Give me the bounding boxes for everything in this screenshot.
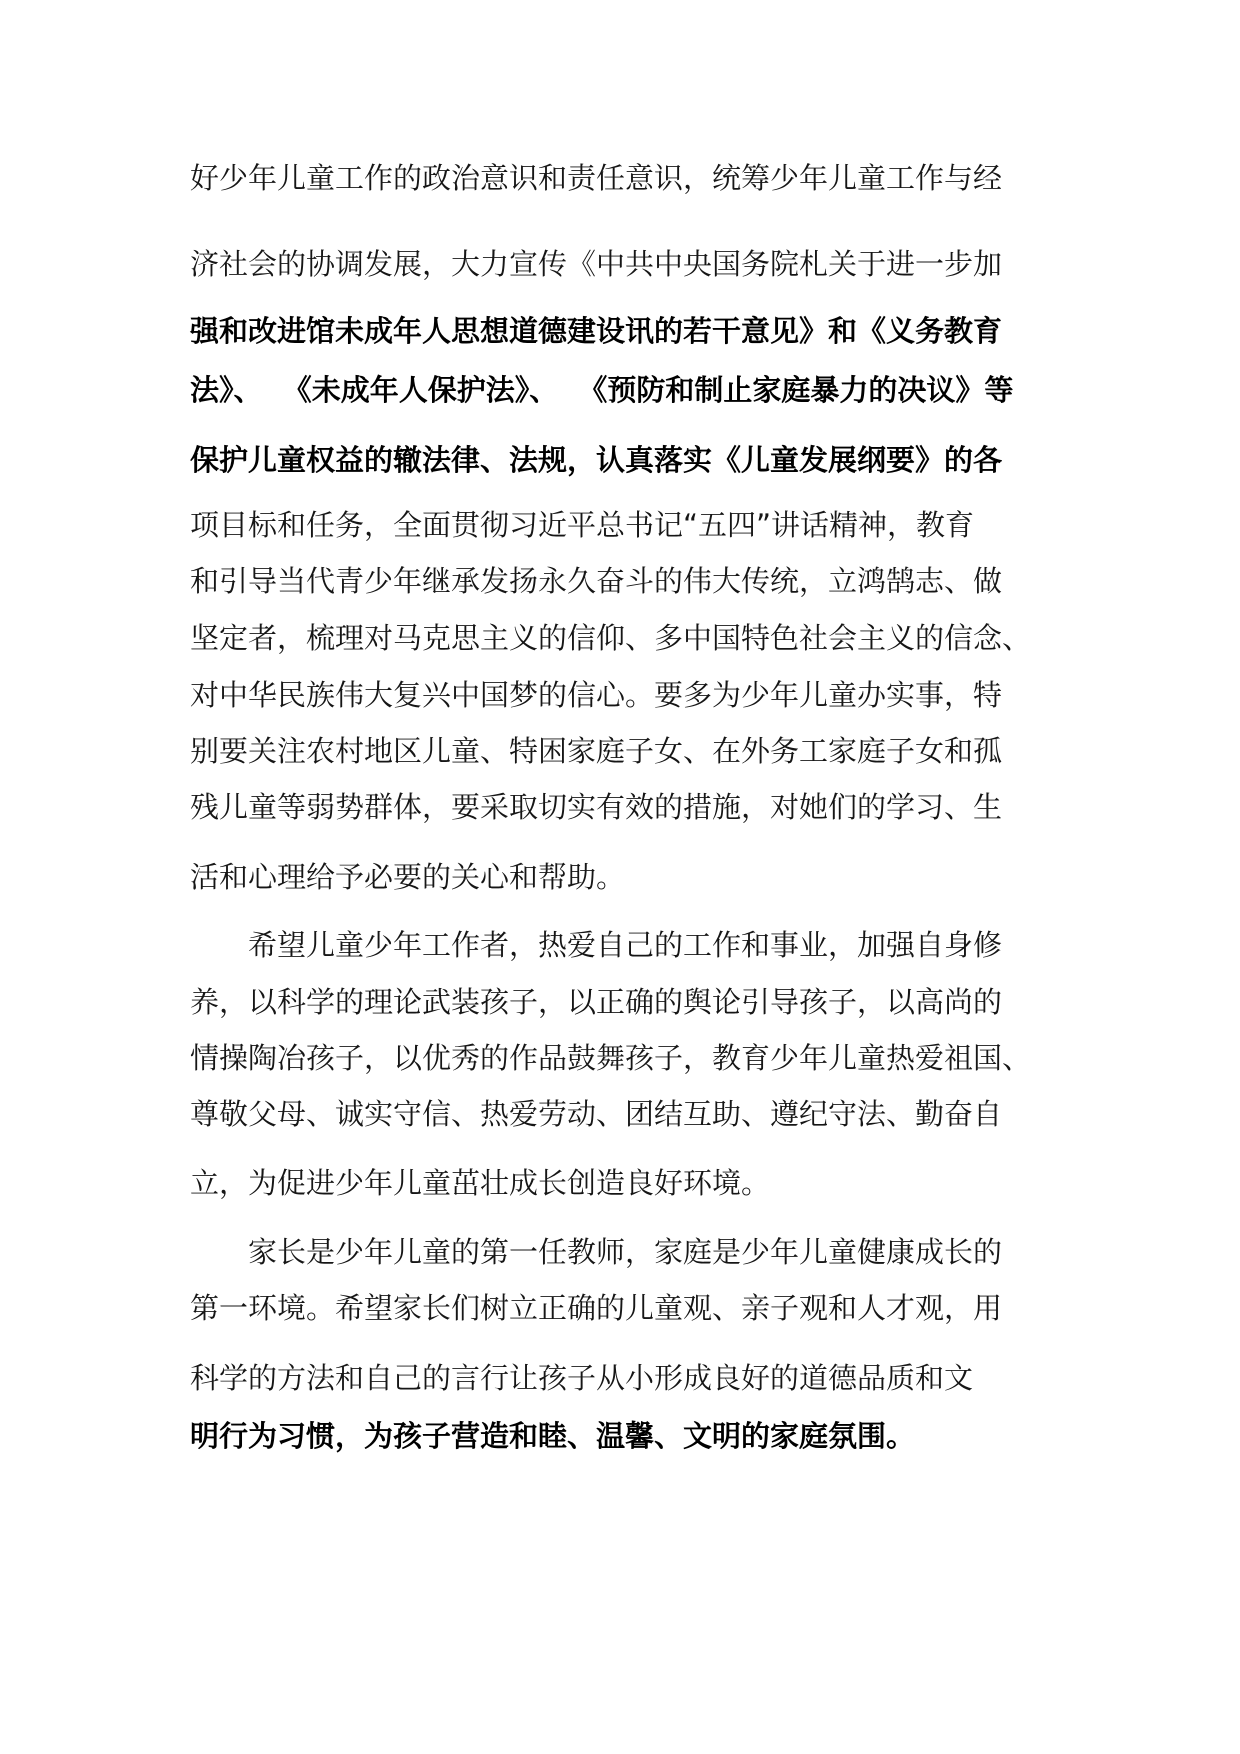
text-line: 坚定者，梳理对马克思主义的信仰、多中国特色社会主义的信念、 [190,621,1032,655]
text-line: 养，以科学的理论武装孩子，以正确的舆论引导孩子，以高尚的 [190,985,1003,1019]
text-line: 家长是少年儿童的第一任教师，家庭是少年儿童健康成长的 [190,1235,1003,1269]
text-line: 科学的方法和自己的言行让孩子从小形成良好的道德品质和文 [190,1361,974,1395]
text-line: 希望儿童少年工作者，热爱自己的工作和事业，加强自身修 [190,928,1003,962]
text-line: 活和心理给予必要的关心和帮助。 [190,860,626,894]
text-line: 尊敬父母、诚实守信、热爱劳动、团结互助、遵纪守法、勤奋自 [190,1097,1003,1131]
text-line: 对中华民族伟大复兴中国梦的信心。要多为少年儿童办实事，特 [190,678,1003,712]
text-line: 别要关注农村地区儿童、特困家庭子女、在外务工家庭子女和孤 [190,734,1003,768]
text-line: 项目标和任务，全面贯彻习近平总书记“五四”讲话精神，教育 [190,508,975,542]
text-line: 好少年儿童工作的政治意识和责任意识，统筹少年儿童工作与经 [190,161,1003,195]
text-line: 残儿童等弱势群体，要采取切实有效的措施，对她们的学习、生 [190,790,1003,824]
text-line: 立，为促进少年儿童茁壮成长创造良好环境。 [190,1166,771,1200]
text-line: 和引导当代青少年继承发扬永久奋斗的伟大传统，立鸿鹄志、做 [190,564,1003,598]
text-line: 第一环境。希望家长们树立正确的儿童观、亲子观和人才观，用 [190,1291,1003,1325]
text-line: 济社会的协调发展，大力宣传《中共中央国务院札关于进一步加 [190,247,1003,281]
text-line-bold: 法》、 《未成年人保护法》、 《预防和制止家庭暴力的决议》等 [190,373,1014,407]
text-line: 情操陶冶孩子，以优秀的作品鼓舞孩子，教育少年儿童热爱祖国、 [190,1041,1032,1075]
text-line-bold: 强和改进馆未成年人思想道德建设讯的若干意见》和《义务教育 [190,314,1003,348]
text-line-bold: 明行为习惯，为孩子营造和睦、温馨、文明的家庭氛围。 [190,1419,916,1453]
text-line-bold: 保护儿童权益的辙法律、法规，认真落实《儿童发展纲要》的各 [190,443,1003,477]
